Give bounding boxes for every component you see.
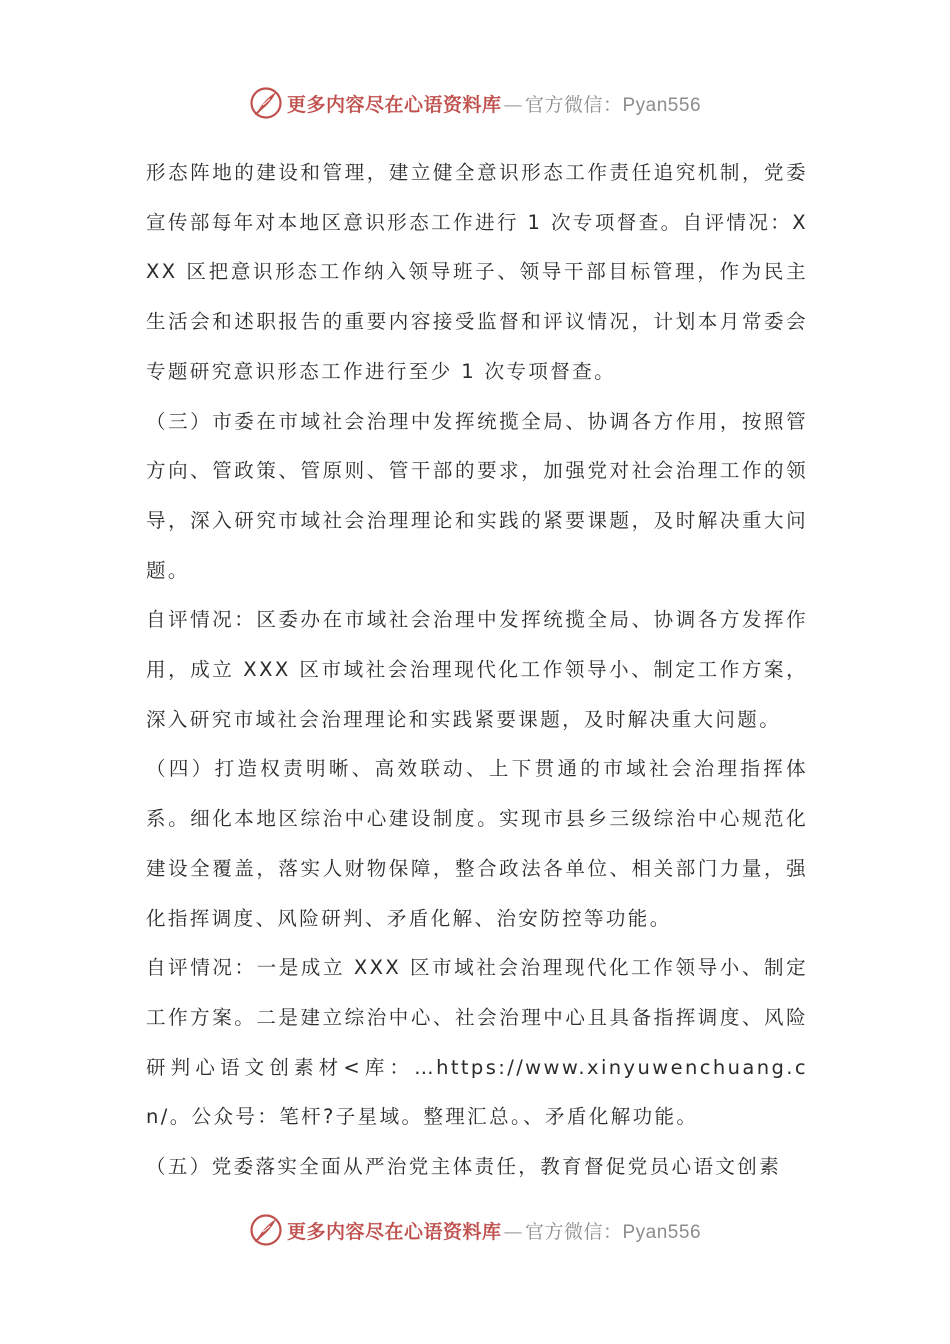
banner-main-text: 更多内容尽在心语资料库: [286, 1220, 502, 1243]
banner-main-text: 更多内容尽在心语资料库: [286, 93, 502, 116]
banner-wechat-id: Pyan556: [622, 1221, 702, 1243]
paragraph-5: 自评情况：一是成立 XXX 区市域社会治理现代化工作领导小、制定工作方案。二是建立综治中心、社会治理中心且具备指挥调度、风险研判心语文创素材<库：…https://www.xinyuwenchuang.cn/。公众号：笔杆?子星域。整理汇总。、矛盾化解功能。: [146, 956, 808, 1129]
paragraph-4: （四）打造权责明晰、高效联动、上下贯通的市域社会治理指挥体系。细化本地区综治中心建设制度。实现市县乡三级综治中心规范化建设全覆盖，落实人财物保障，整合政法各单位、相关部门力量，强化指挥调度、风险研判、矛盾化解、治安防控等功能。: [146, 757, 808, 930]
quill-pen-logo-icon: [249, 86, 283, 120]
paragraph-3: 自评情况：区委办在市域社会治理中发挥统揽全局、协调各方发挥作用，成立 XXX 区市域社会治理现代化工作领导小、制定工作方案，深入研究市域社会治理理论和实践紧要课题，及时解决重大问题。: [146, 608, 808, 731]
paragraph-2: （三）市委在市域社会治理中发挥统揽全局、协调各方作用，按照管方向、管政策、管原则、管干部的要求，加强党对社会治理工作的领导，深入研究市域社会治理理论和实践的紧要课题，及时解决重大问题。: [146, 409, 808, 582]
banner-text: [287, 1217, 701, 1244]
document-body: [146, 148, 808, 1192]
banner-dash: —: [503, 93, 523, 116]
quill-pen-logo-icon: [249, 1213, 283, 1247]
paragraph-6: （五）党委落实全面从严治党主体责任，教育督促党员心语文创素: [146, 1155, 782, 1179]
paragraph-1: 形态阵地的建设和管理，建立健全意识形态工作责任追究机制，党委宣传部每年对本地区意识形态工作进行 1 次专项督查。自评情况：XXX 区把意识形态工作纳入领导班子、领导干部目标管理，作为民主生活会和述职报告的重要内容接受监督和评议情况，计划本月常委会专题研究意识形态工作进行至少 1 次专项督查。: [146, 161, 808, 383]
banner-sub-text: 官方微信：: [524, 1220, 623, 1243]
banner-dash: —: [503, 1220, 523, 1243]
footer-banner: [0, 1210, 950, 1250]
header-banner: [0, 83, 950, 123]
banner-wechat-id: Pyan556: [622, 94, 702, 116]
banner-text: [287, 90, 701, 117]
banner-sub-text: 官方微信：: [524, 93, 623, 116]
